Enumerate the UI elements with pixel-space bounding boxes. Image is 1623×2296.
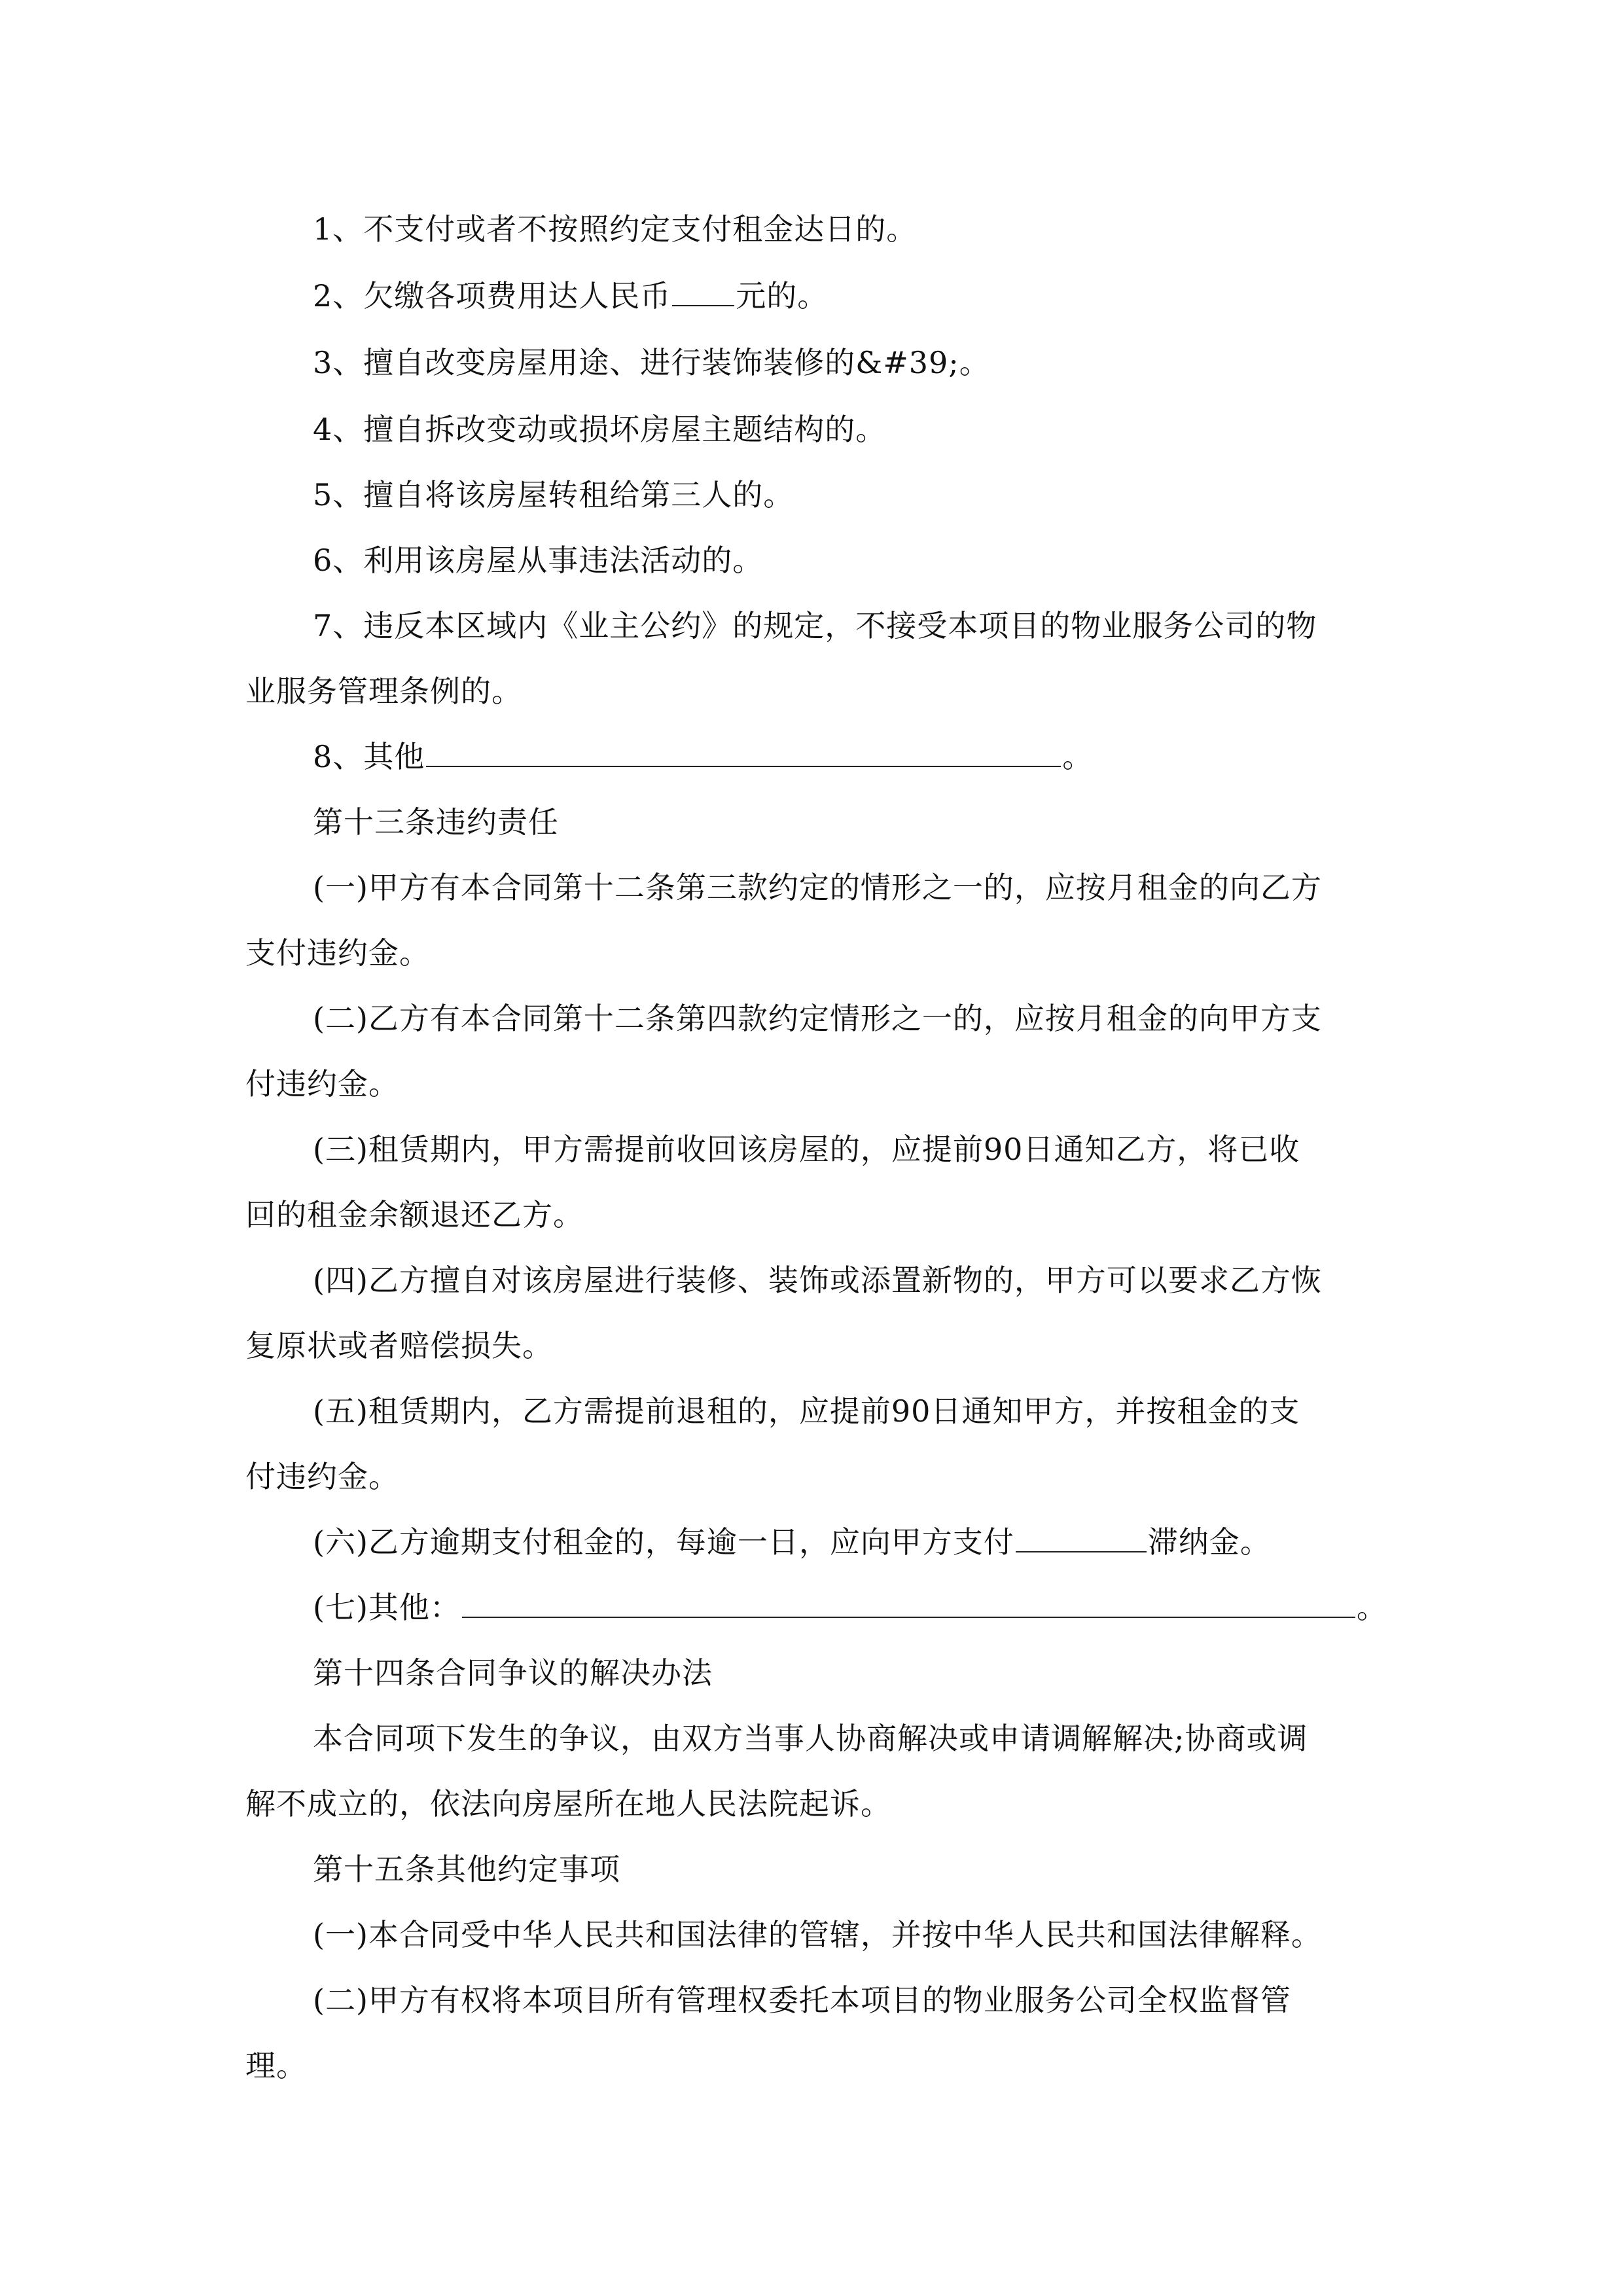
clause-item-2: 2、欠缴各项费用达人民币 元的。 bbox=[313, 278, 829, 314]
fill-in-blank bbox=[672, 278, 734, 306]
article-13-item-5-continued: 付违约金。 bbox=[245, 1459, 399, 1494]
article-13-item-3: (三)租赁期内，甲方需提前收回该房屋的，应提前90日通知乙方，将已收 bbox=[313, 1132, 1300, 1167]
clause-item-4: 4、擅自拆改变动或损坏房屋主题结构的。 bbox=[313, 412, 887, 447]
article-13-item-7: (七)其他： 。 bbox=[313, 1590, 1387, 1625]
article-13-item-2: (二)乙方有本合同第十二条第四款约定情形之一的，应按月租金的向甲方支 bbox=[313, 1001, 1322, 1036]
article-13-item-4: (四)乙方擅自对该房屋进行装修、装饰或添置新物的，甲方可以要求乙方恢 bbox=[313, 1263, 1322, 1298]
article-15-heading: 第十五条其他约定事项 bbox=[313, 1852, 620, 1887]
article-13-item-4-continued: 复原状或者赔偿损失。 bbox=[245, 1328, 553, 1363]
clause-item-7-continued: 业服务管理条例的。 bbox=[245, 673, 522, 709]
article-13-item-2-continued: 付违约金。 bbox=[245, 1066, 399, 1102]
clause-item-7: 7、违反本区域内《业主公约》的规定，不接受本项目的物业服务公司的物 bbox=[313, 608, 1317, 643]
clause-item-5: 5、擅自将该房屋转租给第三人的。 bbox=[313, 477, 794, 512]
article-13-item-3-continued: 回的租金余额退还乙方。 bbox=[245, 1197, 584, 1232]
article-15-item-2-continued: 理。 bbox=[245, 2048, 307, 2083]
article-14-heading: 第十四条合同争议的解决办法 bbox=[313, 1655, 713, 1691]
fill-in-blank bbox=[1016, 1524, 1147, 1552]
article-13-item-5: (五)租赁期内，乙方需提前退租的，应提前90日通知甲方，并按租金的支 bbox=[313, 1393, 1300, 1429]
clause-item-8: 8、其他 。 bbox=[313, 739, 1094, 774]
article-13-item-1-continued: 支付违约金。 bbox=[245, 935, 430, 971]
article-13-item-6: (六)乙方逾期支付租金的，每逾一日，应向甲方支付 滞纳金。 bbox=[313, 1524, 1271, 1560]
clause-item-3: 3、擅自改变房屋用途、进行装饰装修的&#39;。 bbox=[313, 345, 990, 380]
article-15-item-1: (一)本合同受中华人民共和国法律的管辖，并按中华人民共和国法律解释。 bbox=[313, 1917, 1322, 1952]
article-13-item-1: (一)甲方有本合同第十二条第三款约定的情形之一的，应按月租金的向乙方 bbox=[313, 870, 1322, 905]
clause-item-6: 6、利用该房屋从事违法活动的。 bbox=[313, 543, 764, 578]
fill-in-blank bbox=[462, 1589, 1355, 1618]
article-14-body: 本合同项下发生的争议，由双方当事人协商解决或申请调解解决;协商或调 bbox=[313, 1721, 1308, 1756]
clause-item-1: 1、不支付或者不按照约定支付租金达日的。 bbox=[313, 211, 918, 247]
article-14-body-continued: 解不成立的，依法向房屋所在地人民法院起诉。 bbox=[245, 1786, 891, 1821]
fill-in-blank bbox=[426, 738, 1061, 767]
article-13-heading: 第十三条违约责任 bbox=[313, 804, 559, 840]
article-15-item-2: (二)甲方有权将本项目所有管理权委托本项目的物业服务公司全权监督管 bbox=[313, 1982, 1291, 2018]
